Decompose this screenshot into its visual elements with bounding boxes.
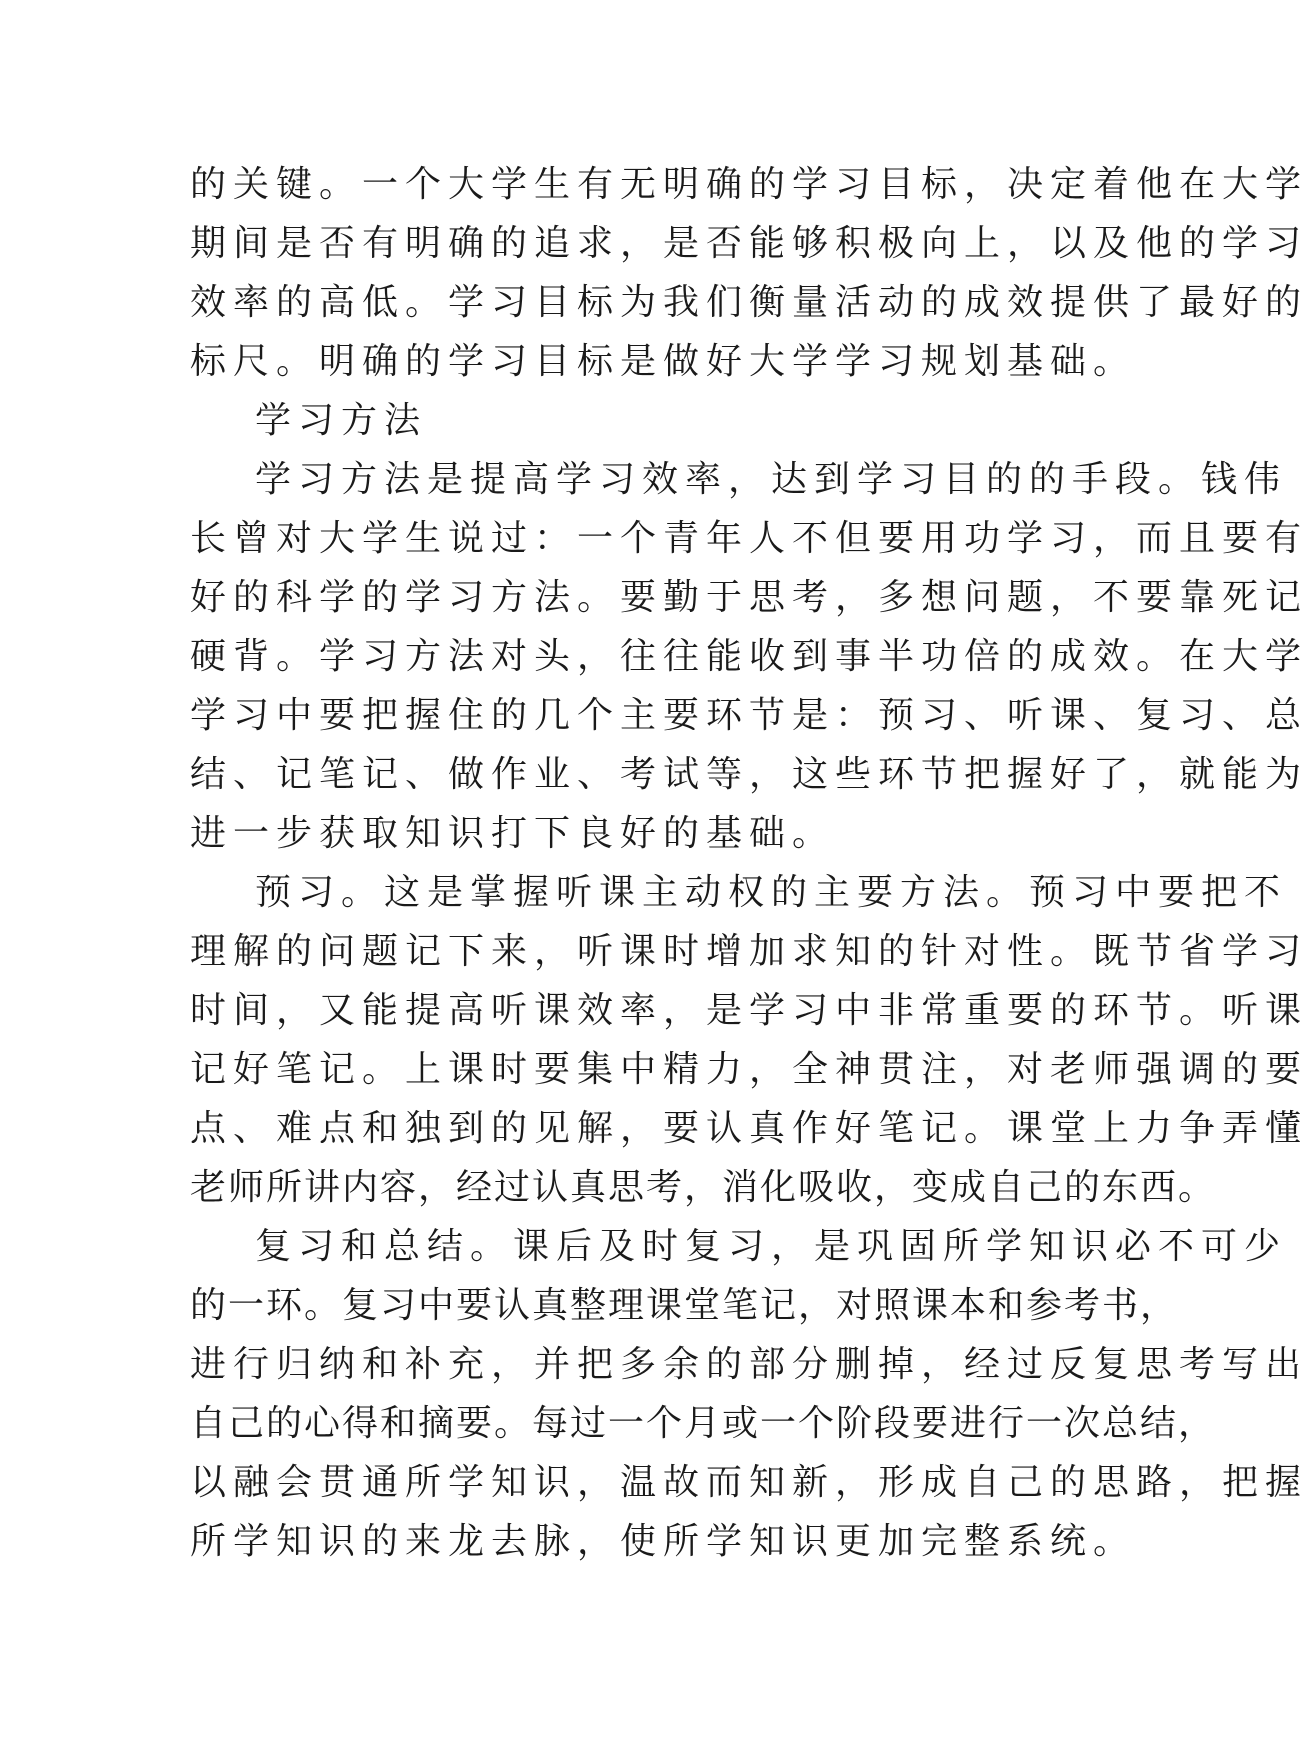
text-line: 预习。这是掌握听课主动权的主要方法。预习中要把不 xyxy=(255,872,1288,913)
text-line: 标尺。明确的学习目标是做好大学学习规划基础。 xyxy=(190,341,1137,382)
text-line: 所学知识的来龙去脉，使所学知识更加完整系统。 xyxy=(190,1521,1137,1562)
text-line: 结、记笔记、做作业、考试等，这些环节把握好了，就能为 xyxy=(190,754,1308,795)
text-line: 好的科学的学习方法。要勤于思考，多想问题，不要靠死记 xyxy=(190,577,1308,618)
text-line: 以融会贯通所学知识，温故而知新，形成自己的思路，把握 xyxy=(190,1462,1308,1503)
text-line: 记好笔记。上课时要集中精力，全神贯注，对老师强调的要 xyxy=(190,1049,1308,1090)
text-line: 学习中要把握住的几个主要环节是：预习、听课、复习、总 xyxy=(190,695,1308,736)
text-line: 进行归纳和补充，并把多余的部分删掉，经过反复思考写出 xyxy=(190,1344,1308,1385)
text-line: 的关键。一个大学生有无明确的学习目标，决定着他在大学 xyxy=(190,164,1308,205)
text-line: 自己的心得和摘要。每过一个月或一个阶段要进行一次总结， xyxy=(190,1403,1217,1444)
text-line: 效率的高低。学习目标为我们衡量活动的成效提供了最好的 xyxy=(190,282,1308,323)
text-line: 期间是否有明确的追求，是否能够积极向上，以及他的学习 xyxy=(190,223,1308,264)
text-line: 老师所讲内容，经过认真思考，消化吸收，变成自己的东西。 xyxy=(190,1167,1217,1208)
text-line: 理解的问题记下来，听课时增加求知的针对性。既节省学习 xyxy=(190,931,1308,972)
text-line: 时间，又能提高听课效率，是学习中非常重要的环节。听课 xyxy=(190,990,1308,1031)
text-line: 硬背。学习方法对头，往往能收到事半功倍的成效。在大学 xyxy=(190,636,1308,677)
text-line: 学习方法是提高学习效率，达到学习目的的手段。钱伟 xyxy=(255,459,1288,500)
text-line: 进一步获取知识打下良好的基础。 xyxy=(190,813,836,854)
body-text xyxy=(190,155,1308,1571)
text-line: 的一环。复习中要认真整理课堂笔记，对照课本和参考书， xyxy=(190,1285,1179,1326)
text-line: 长曾对大学生说过：一个青年人不但要用功学习，而且要有 xyxy=(190,518,1308,559)
section-heading: 学习方法 xyxy=(255,400,428,441)
text-line: 点、难点和独到的见解，要认真作好笔记。课堂上力争弄懂 xyxy=(190,1108,1308,1149)
text-line: 复习和总结。课后及时复习，是巩固所学知识必不可少 xyxy=(255,1226,1288,1267)
